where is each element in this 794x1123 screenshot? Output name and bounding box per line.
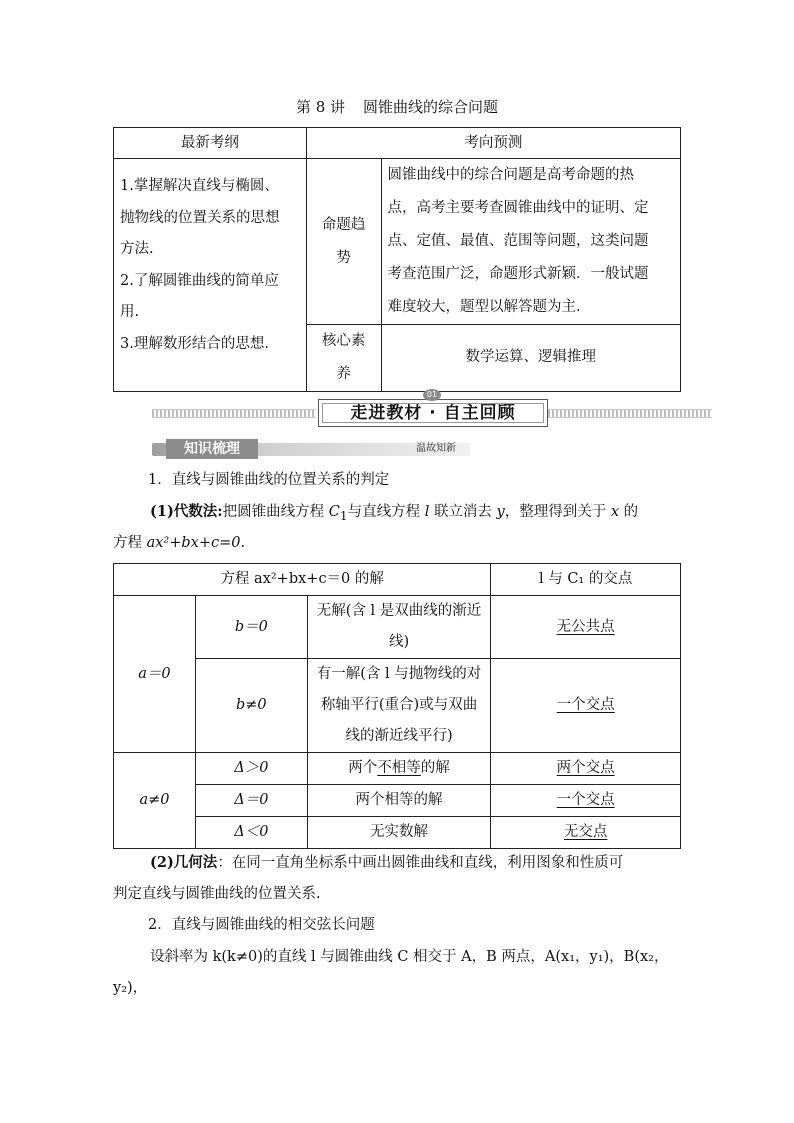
solution-cell: 无实数解 [307, 817, 491, 849]
section-banner [152, 390, 712, 430]
literacy-text: 数学运算、逻辑推理 [381, 325, 680, 392]
cond-cell: b≠0 [195, 659, 307, 753]
cond-cell: Δ＜0 [195, 817, 307, 849]
geometry-line-2: 判定直线与圆锥曲线的位置关系. [113, 886, 321, 902]
header-trend: 考向预测 [306, 128, 680, 159]
knowledge-bar [152, 439, 472, 459]
trend-text: 圆锥曲线中的综合问题是高考命题的热 点，高考主要考查圆锥曲线中的证明、定 点、定值、最值、范围等问题，这类问题 考查范围广泛，命题形式新颖．一般试题 难度较大，题型以解答题为主. [381, 159, 680, 325]
equation-line: 方程 ax²+bx+c=0. [113, 535, 246, 551]
result-cell: 一个交点 [491, 659, 681, 753]
algebra-paragraph: (1)代数法:把圆锥曲线方程 $C_1$与直线方程 l 联立消去 y，整理得到关于 x 的 [150, 503, 639, 523]
header-syllabus: 最新考纲 [114, 128, 307, 159]
lecture-number: 第 8 讲 [295, 98, 346, 116]
solution-cell: 两个不相等的解 [307, 753, 491, 785]
cond-cell: Δ＝0 [195, 785, 307, 817]
syllabus-cell: 1.掌握解决直线与椭圆、 抛物线的位置关系的思想 方法. 2.了解圆锥曲线的简单应 用. 3.理解数形结合的思想. [114, 159, 307, 392]
outline-table [113, 127, 681, 392]
section2-line-2: y₂)， [113, 980, 148, 996]
result-cell: 无交点 [491, 817, 681, 849]
solution-cell: 有一解(含 l 与抛物线的对 称轴平行(重合)或与双曲 线的渐近线平行) [307, 659, 491, 753]
result-cell: 两个交点 [491, 753, 681, 785]
banner-stripe-right [548, 409, 712, 418]
banner-stripe-left [152, 409, 316, 418]
lecture-title: 圆锥曲线的综合问题 [363, 98, 499, 116]
trend-label: 命题趋 势 [306, 159, 381, 325]
geometry-line-1: (2)几何法：在同一直角坐标系中画出圆锥曲线和直线，利用图象和性质可 [150, 854, 624, 871]
section2-line-1: 设斜率为 k(k≠0)的直线 l 与圆锥曲线 C 相交于 A，B 两点，A(x₁，y₁)，B(x₂， [150, 949, 669, 965]
relation-header-right: l 与 C₁ 的交点 [491, 564, 681, 596]
page-title [0, 96, 794, 117]
result-cell: 一个交点 [491, 785, 681, 817]
a-zero-cell: a＝0 [114, 596, 196, 753]
a-nonzero-cell: a≠0 [114, 753, 196, 849]
relation-header-left: 方程 ax²+bx+c＝0 的解 [114, 564, 491, 596]
knowledge-sub: 温故知新 [416, 443, 456, 454]
banner-title: 走进教材 · 自主回顾 [318, 399, 548, 427]
cond-cell: Δ＞0 [195, 753, 307, 785]
knowledge-tab: 知识梳理 [166, 439, 258, 459]
relation-table [113, 563, 681, 849]
solution-cell: 两个相等的解 [307, 785, 491, 817]
solution-cell: 无解(含 l 是双曲线的渐近 线) [307, 596, 491, 659]
result-cell: 无公共点 [491, 596, 681, 659]
section1-heading: 1．直线与圆锥曲线的位置关系的判定 [148, 472, 390, 488]
banner-badge: 01 [423, 389, 441, 401]
literacy-label: 核心素 养 [306, 325, 381, 392]
cond-cell: b＝0 [195, 596, 307, 659]
section2-heading: 2．直线与圆锥曲线的相交弦长问题 [148, 917, 375, 933]
